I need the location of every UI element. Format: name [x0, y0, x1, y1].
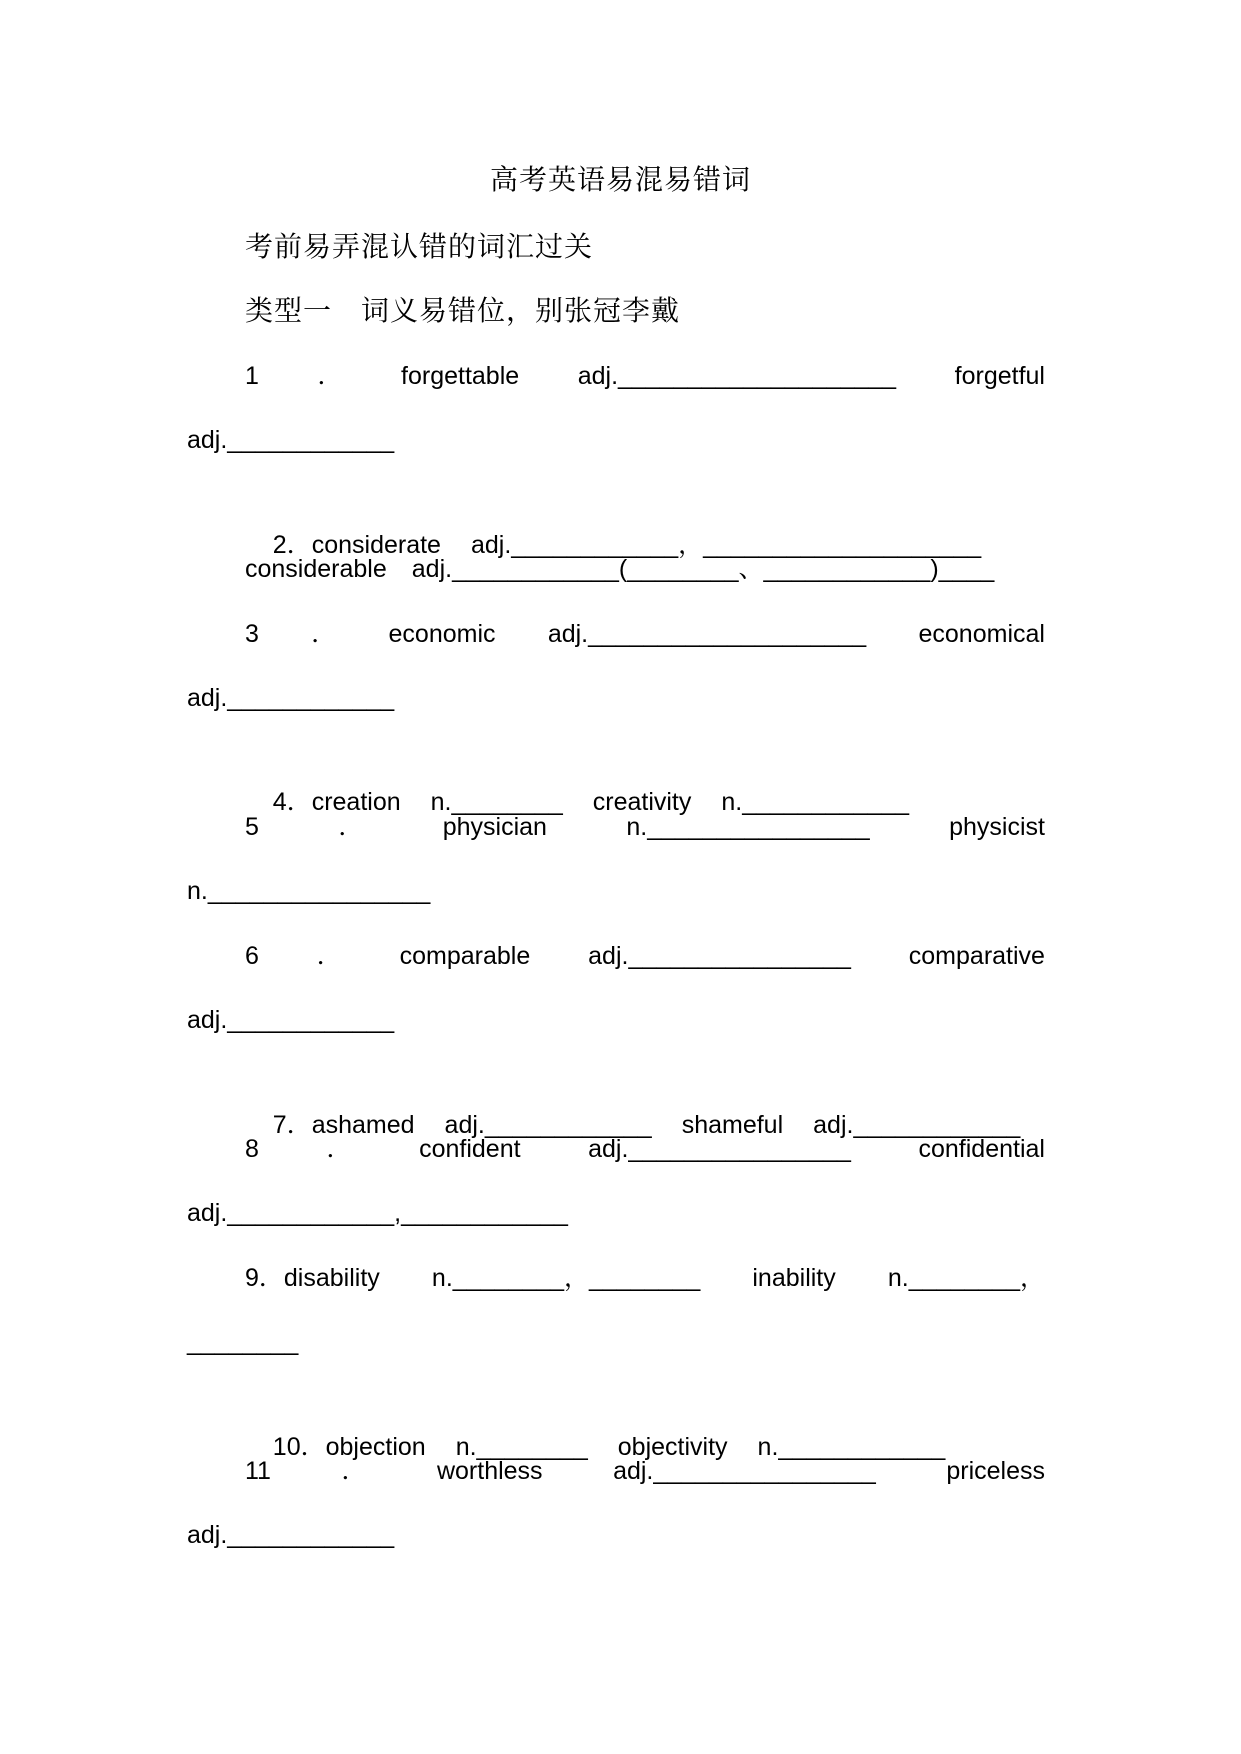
word-term: worthless [436, 1457, 543, 1485]
word-term: objectivity [617, 1433, 728, 1461]
item-9-line-1 [245, 1258, 1045, 1298]
blank-field: adj.____________ [444, 1111, 652, 1139]
item-11-line-1 [245, 1451, 1045, 1491]
word-term: forgetful [954, 362, 1045, 390]
blank-field: adj.____________，____________________ [470, 531, 982, 559]
item-dot: ． [316, 942, 342, 970]
page-title: 高考英语易混易错词 [489, 163, 751, 196]
item-number: 5 [245, 813, 259, 841]
word-term: 2．considerate [272, 531, 441, 559]
blank-field: n.________ [430, 788, 563, 816]
word-term: economic [388, 620, 496, 648]
blank-field: n.________ [455, 1433, 588, 1461]
item-6-line-1 [245, 936, 1045, 976]
word-term: confident [419, 1135, 521, 1163]
blank-field: n.________________ [626, 813, 870, 841]
item-4-line-1 [245, 742, 910, 816]
blank-field: adj.____________ [813, 1111, 1021, 1139]
blank-field: n.____________ [721, 788, 910, 816]
item-9-line-2: ________ [187, 1328, 299, 1356]
word-term: 9．disability [245, 1264, 380, 1292]
section-heading: 类型一 词义易错位，别张冠李戴 [245, 294, 681, 327]
word-term: creativity [592, 788, 692, 816]
item-10-line-1 [245, 1387, 946, 1461]
item-dot: ． [338, 813, 364, 841]
item-number: 8 [245, 1135, 259, 1163]
item-3-line-2: adj.____________ [187, 684, 395, 712]
word-term: physician [442, 813, 547, 841]
blank-field: adj.____________________ [577, 362, 897, 390]
item-11-line-2: adj.____________ [187, 1521, 395, 1549]
item-3-line-1 [245, 614, 1045, 654]
item-dot: ． [341, 1457, 367, 1485]
item-5-line-2: n.________________ [187, 877, 431, 905]
item-1-line-2: adj.____________ [187, 426, 395, 454]
item-6-line-2: adj.____________ [187, 1006, 395, 1034]
word-term: economical [918, 620, 1045, 648]
item-dot: ． [326, 1135, 352, 1163]
item-dot: ． [317, 362, 343, 390]
item-7-line-1 [245, 1065, 1021, 1139]
item-number: 1 [245, 362, 259, 390]
item-2-line-1 [245, 485, 982, 559]
blank-field: adj.________________ [588, 1135, 851, 1163]
blank-field: n.____________ [757, 1433, 946, 1461]
subtitle-heading: 考前易弄混认错的词汇过关 [245, 230, 594, 263]
word-term: forgettable [401, 362, 520, 390]
word-term: 7．ashamed [272, 1111, 415, 1139]
word-term: inability [752, 1264, 836, 1292]
word-term: physicist [949, 813, 1045, 841]
word-term: confidential [918, 1135, 1045, 1163]
blank-field: n.________，________ [431, 1264, 701, 1292]
item-2-line-2: considerable adj.____________(________、____________)____ [245, 555, 995, 583]
word-term: comparable [399, 942, 531, 970]
blank-field: adj.________________ [613, 1457, 876, 1485]
item-number: 3 [245, 620, 259, 648]
item-5-line-1 [245, 807, 1045, 847]
blank-field: n.________， [887, 1264, 1045, 1292]
item-number: 11 [245, 1457, 271, 1485]
word-term: priceless [946, 1457, 1045, 1485]
word-term: comparative [908, 942, 1045, 970]
word-term: 10．objection [272, 1433, 426, 1461]
item-number: 6 [245, 942, 259, 970]
item-8-line-1 [245, 1129, 1045, 1169]
item-dot: ． [311, 620, 337, 648]
word-term: shameful [681, 1111, 784, 1139]
item-1-line-1 [245, 356, 1045, 396]
item-8-line-2: adj.____________,____________ [187, 1199, 568, 1227]
blank-field: adj.________________ [588, 942, 851, 970]
blank-field: adj.____________________ [547, 620, 867, 648]
word-term: 4．creation [272, 788, 401, 816]
